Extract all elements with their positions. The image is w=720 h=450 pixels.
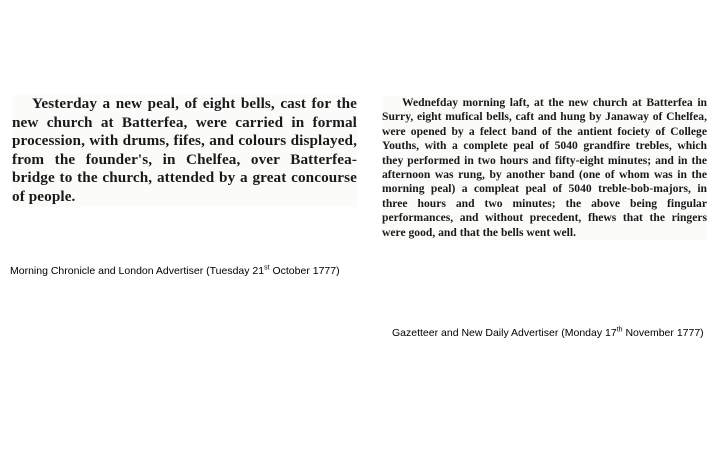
caption-gazetteer [392,326,720,340]
caption-ordinal: th [616,326,623,334]
caption-paper: Morning Chronicle and London Advertiser (Tuesday 21 [10,265,265,277]
caption-date-rest: October 1777) [269,265,340,277]
clipping-text: Wednefday morning laft, at the new church at Batterfea in Surry, eight mufical bells, caft and hung by Janaway of Chelfea, were opened by a felect band of the antient fociety of College Youths, with a complete peal of 5040 grandfire trebles, which they performed in two hours and fifty-eight minutes; and in the afternoon was rung, by another band (one of whom was in the morning peal) a compleat peal of 5040 treble-bob-majors, in three hours and two minutes; the above being fingular performances, and without precedent, fhews that the ringers were good, and that the bells went well. [382,96,707,239]
caption-ordinal: st [264,264,270,272]
caption-morning-chronicle [10,264,340,278]
caption-date-rest: November 1777) [622,327,704,339]
caption-paper: Gazetteer and New Daily Advertiser (Monday 17 [392,327,617,339]
newspaper-clipping-gazetteer [382,96,707,240]
clipping-text: Yesterday a new peal, of eight bells, cast for the new church at Batterfea, were carried in formal procession, with drums, fifes, and colours displayed, from the founder's, in Chelfea, over Batterfea-bridge to the church, attended by a great concourse of people. [12,95,357,205]
newspaper-clipping-morning-chronicle [12,95,357,207]
